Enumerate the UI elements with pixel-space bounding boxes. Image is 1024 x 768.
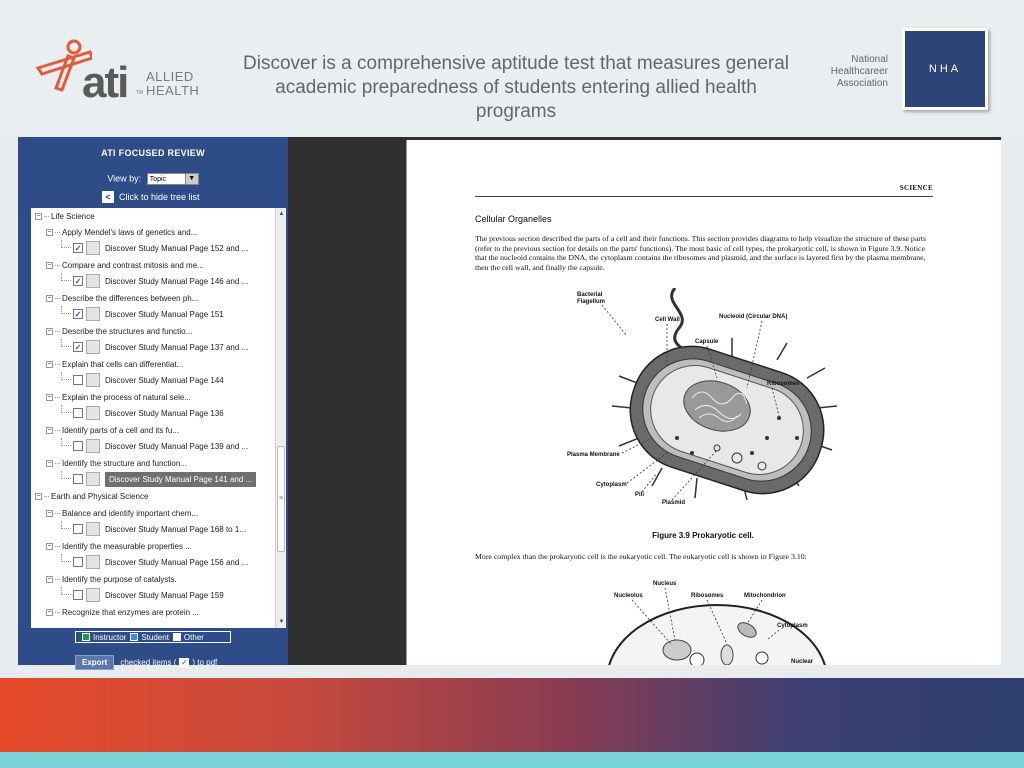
eukaryotic-cell-figure xyxy=(587,580,847,665)
item-checkbox[interactable]: ✓ xyxy=(74,244,82,253)
collapse-icon[interactable]: − xyxy=(36,212,41,220)
document-icon xyxy=(86,274,100,288)
collapse-icon[interactable]: − xyxy=(36,492,41,500)
hide-tree-button[interactable]: < Click to hide tree list xyxy=(102,191,200,203)
tree-scrollbar[interactable] xyxy=(275,208,286,628)
figure-label: Flagellum xyxy=(577,299,606,305)
collapse-icon[interactable]: − xyxy=(47,261,52,269)
figure-label: Mitochondrion xyxy=(744,593,786,599)
tree-topic[interactable]: − Identify parts of a cell and its fu... xyxy=(47,425,179,435)
nha-name: National Healthcareer Association xyxy=(830,54,888,89)
figure-label: Nucleoid (Circular DNA) xyxy=(719,314,788,320)
scroll-up-icon[interactable]: ▲ xyxy=(278,211,285,217)
item-checkbox[interactable] xyxy=(73,524,83,534)
tree-item[interactable]: Discover Study Manual Page 144 xyxy=(61,372,224,388)
figure-label: Cell Wall xyxy=(655,317,680,323)
tree-topic[interactable]: − Compare and contrast mitosis and me... xyxy=(47,260,204,270)
document-icon xyxy=(86,340,100,354)
collapse-icon[interactable]: − xyxy=(47,393,52,401)
item-checkbox[interactable] xyxy=(73,557,83,567)
collapse-icon[interactable]: − xyxy=(47,228,52,236)
tree-topic[interactable]: − Identify the structure and function... xyxy=(47,458,187,468)
collapse-icon[interactable]: − xyxy=(47,426,52,434)
tree-topic[interactable]: − Describe the structures and functio... xyxy=(47,326,193,336)
tree-topic[interactable]: − Explain the process of natural sele... xyxy=(47,392,191,402)
check-icon: ✓ xyxy=(181,657,188,667)
export-row: Export checked items ( ✓ ) to pdf xyxy=(75,655,217,670)
item-checkbox[interactable] xyxy=(73,441,83,451)
footer-gradient-bar xyxy=(0,678,1024,752)
figure-label: Plasmid xyxy=(662,500,686,506)
header xyxy=(0,0,1024,135)
document-icon xyxy=(86,307,100,321)
instructor-swatch xyxy=(82,633,90,641)
author-legend: Instructor Student Other xyxy=(75,631,231,643)
header-rule xyxy=(475,196,933,197)
document-icon xyxy=(86,241,100,255)
figure-label: Cytoplasm xyxy=(777,623,808,629)
figure-label: Nuclear xyxy=(791,659,814,665)
item-checkbox[interactable]: ✓ xyxy=(74,277,82,286)
tagline: Discover is a comprehensive aptitude test that measures general academic preparedness of students entering allied health programs xyxy=(243,53,789,122)
collapse-icon[interactable]: − xyxy=(47,327,52,335)
item-checkbox[interactable]: ✓ xyxy=(74,310,82,319)
tree-category[interactable]: − Life Science xyxy=(36,211,95,221)
collapse-icon[interactable]: − xyxy=(47,575,52,583)
student-swatch xyxy=(130,633,138,641)
prokaryotic-cell-figure xyxy=(567,288,867,510)
document-icon xyxy=(86,406,100,420)
collapse-icon[interactable]: − xyxy=(47,459,52,467)
allied-health-text: ALLIED HEALTH xyxy=(146,69,200,98)
collapse-icon[interactable]: − xyxy=(47,542,52,550)
figure-label: Ribosomes xyxy=(691,593,724,599)
tree-topic[interactable]: − Explain that cells can differentiat... xyxy=(47,359,184,369)
figure-label: Bacterial xyxy=(577,292,603,298)
page-running-header: SCIENCE xyxy=(899,184,933,192)
tree-item-selected[interactable]: Discover Study Manual Page 141 and ... xyxy=(61,471,256,487)
collapse-icon[interactable]: − xyxy=(47,360,52,368)
collapse-icon[interactable]: − xyxy=(47,509,52,517)
tree-item[interactable]: Discover Study Manual Page 136 xyxy=(61,405,224,421)
document-icon xyxy=(86,472,100,486)
tree-item[interactable]: ✓ Discover Study Manual Page 152 and ... xyxy=(61,240,248,256)
ati-logo xyxy=(32,38,212,108)
ati-wordmark: ati xyxy=(82,58,128,107)
collapse-icon[interactable]: − xyxy=(47,294,52,302)
tree-panel xyxy=(18,137,288,665)
paragraph-2: More complex than the prokaryotic cell is the eukaryotic cell. The eukaryotic cell is shown in Figure 3.10: xyxy=(475,552,807,561)
chevron-down-icon[interactable]: ▼ xyxy=(185,174,198,184)
view-by-row xyxy=(18,173,288,185)
item-checkbox[interactable] xyxy=(73,408,83,418)
figure-label: Nucleus xyxy=(653,581,677,587)
figure-label: Cytoplasm xyxy=(596,482,627,488)
section-title: Cellular Organelles xyxy=(475,214,552,224)
figure-label: Nucleolus xyxy=(614,593,643,599)
figure-label: Pili xyxy=(635,492,645,498)
document-icon xyxy=(86,439,100,453)
tree-topic[interactable]: − Apply Mendel's laws of genetics and... xyxy=(47,227,198,237)
document-icon xyxy=(86,588,100,602)
tree-topic[interactable]: − Balance and identify important chem... xyxy=(47,508,199,518)
tree-item[interactable]: ✓ Discover Study Manual Page 146 and ... xyxy=(61,273,248,289)
view-by-label: View by: xyxy=(107,173,142,184)
figure-label: Ribosomes xyxy=(767,381,800,387)
tree-item[interactable]: Discover Study Manual Page 159 xyxy=(61,587,224,603)
tree-topic[interactable]: − Describe the differences between ph... xyxy=(47,293,199,303)
figure-label: Capsule xyxy=(695,339,719,345)
view-by-select[interactable]: Topic ▼ xyxy=(147,173,199,185)
scroll-down-icon[interactable]: ▼ xyxy=(278,619,285,625)
tree-topic[interactable]: − Identify the measurable properties ... xyxy=(47,541,192,551)
document-icon xyxy=(86,522,100,536)
trademark: TM xyxy=(136,90,144,96)
collapse-icon[interactable]: − xyxy=(47,608,52,616)
other-swatch xyxy=(173,633,181,641)
tree-item[interactable]: Discover Study Manual Page 168 to 1... xyxy=(61,521,246,537)
tree-topic[interactable]: − Recognize that enzymes are protein ... xyxy=(47,607,199,617)
tree-topic[interactable]: − Identify the purpose of catalysts. xyxy=(47,574,177,584)
focused-review-app xyxy=(18,137,1001,665)
chevron-left-icon[interactable]: < xyxy=(102,191,114,203)
scroll-thumb[interactable]: ≡ xyxy=(277,446,285,552)
tree-item[interactable]: ✓ Discover Study Manual Page 137 and ... xyxy=(61,339,248,355)
paragraph-1: The previous section described the parts of a cell and their functions. This section provides diagrams to help visualize the structure of these parts (refer to the previous section for details on the parts' functions). The most basic of cell types, the prokaryotic cell, is shown in Figure 3.9. Notice that the nucleoid contains the DNA, the cytoplasm contains the ribosomes and plasmid, and the surface is layered first by the plasma membrane, then the cell wall, and finally the capsule. xyxy=(475,234,927,272)
item-checkbox[interactable] xyxy=(73,474,83,484)
item-checkbox[interactable]: ✓ xyxy=(74,343,82,352)
document-icon xyxy=(86,555,100,569)
panel-title: ATI FOCUSED REVIEW xyxy=(101,148,205,158)
tree-item[interactable]: Discover Study Manual Page 156 and ... xyxy=(61,554,248,570)
item-checkbox[interactable] xyxy=(73,375,83,385)
export-button[interactable]: Export xyxy=(75,655,114,670)
document-page xyxy=(406,140,1001,665)
item-checkbox[interactable] xyxy=(73,590,83,600)
tree-category[interactable]: − Earth and Physical Science xyxy=(36,491,149,501)
figure-label: Plasma Membrane xyxy=(567,452,620,458)
document-viewer[interactable] xyxy=(288,137,1001,665)
tree-item[interactable]: Discover Study Manual Page 139 and ... xyxy=(61,438,248,454)
document-icon xyxy=(86,373,100,387)
nha-logo: NHA xyxy=(902,28,988,110)
tree-list[interactable] xyxy=(31,208,286,628)
footer-strip xyxy=(0,752,1024,768)
figure-caption: Figure 3.9 Prokaryotic cell. xyxy=(652,531,754,540)
tree-item[interactable]: ✓ Discover Study Manual Page 151 xyxy=(61,306,224,322)
